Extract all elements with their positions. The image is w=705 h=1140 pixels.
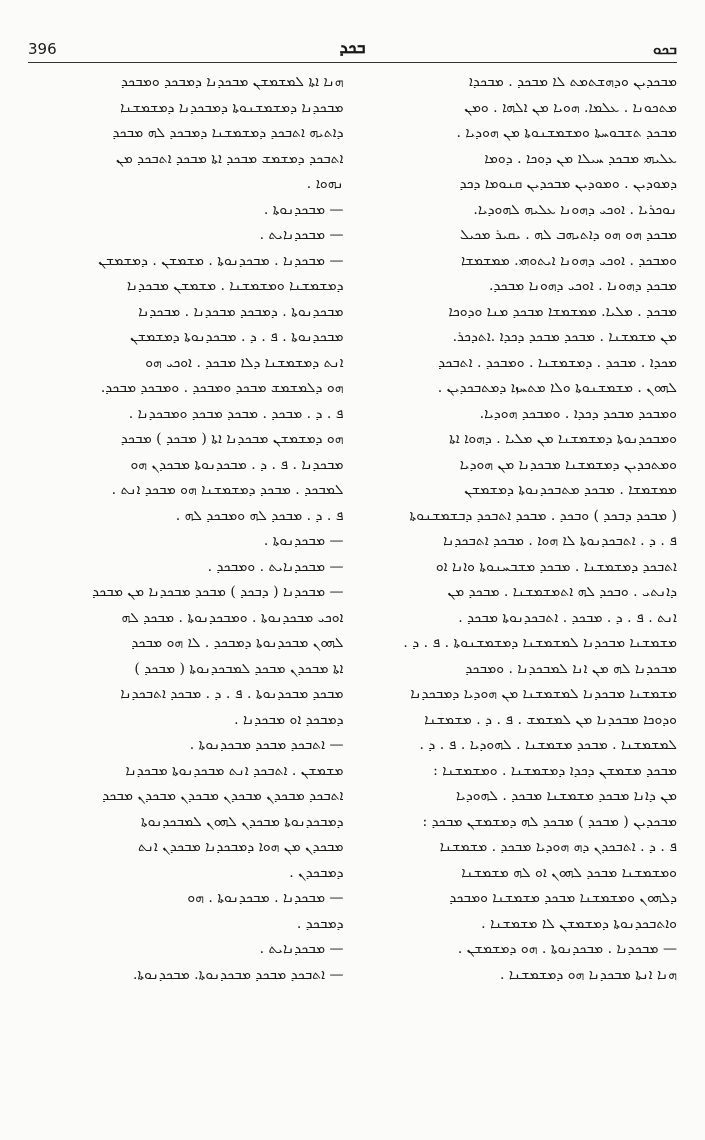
text-line: ܕܡܫܡܫܢܐ ܘܡܫܡܫܢܐ . ܡܫܡܫܢ ܡܒܟܕܢܐ xyxy=(126,278,344,294)
text-line: ܠܡܒܟܕ . ܡܒܟܕ ܕܡܫܡܫܢܐ ܗܘ ܡܒܟܕ ܐܢܬ . xyxy=(111,482,344,498)
text-line: — ܡܒܟܕܢܐܝܬ . ܘܡܒܟܕ . xyxy=(207,558,344,575)
text-line: ܡܒܟܕܝܢ ܘܕܗܫܬܡܬ ܠܐ ܡܒܟܕ . ܡܒܟܕܐ xyxy=(469,74,677,90)
text-line: — ܡܒܟܕܢܘܬܐ . xyxy=(263,533,344,549)
text-line: — ܡܒܟܕܢܐܝܬ . xyxy=(259,941,344,957)
text-line: ܗܢܐ ܐܬܐ ܠܡܫܡܫܢ ܡܒܟܕܢܐ ܕܡܒܟܕ ܘܡܒܟܕ xyxy=(121,74,344,90)
page-number: 396 xyxy=(28,40,57,58)
text-line: ܘܡܒܟܕ . ܐܘܟܝ ܕܗܘܢܐ ܐܝܬܘܗܝ. ܡܡܫܡܫܐ xyxy=(460,252,677,269)
text-line: ܘܡܫܡܫܢܐ ܡܒܟܕ ܠܗܘܢ ܐܘ ܠܗ ܡܫܡܫܢܐ xyxy=(461,864,677,881)
text-line: ܦ . ܕ . ܡܒܟܕ . ܡܒܟܕ ܡܒܟܕ ܘܡܒܟܕܢܐ . xyxy=(128,405,344,422)
text-line: — ܡܒܟܕܢܐ . ܡܒܟܕܢܘܬܐ . ܡܫܡܫܢ . ܕܡܫܡܫܢ xyxy=(98,252,344,269)
catchword: ܒܟܘ xyxy=(653,40,677,58)
text-line: ܡܒܟܕܢܐ ܕܡܫܡܫܢܘܬܐ ܕܡܒܟܕܢܐ ܕܡܫܡܫܢܐ xyxy=(120,99,344,116)
text-line: — ܡܒܟܕܢܐ ( ܕܒܟܕ ) ܡܒܟܕ ܡܒܟܕܢܐ ܡܢ ܡܒܟܕ xyxy=(92,584,344,600)
text-line: ܐܢܬ . ܦ . ܕ . ܡܒܟܕ . ܐܬܒܟܕܢܘܬܐ ܡܒܟܕ . xyxy=(458,609,677,626)
text-line: ܕܐܬܝܗ ܐܬܒܟܕ ܕܡܫܡܫܢܐ ܕܡܒܟܕ ܠܗ ܡܒܟܕ xyxy=(112,125,344,141)
text-line: — ܡܒܟܕܢܘܬܐ . xyxy=(263,201,344,218)
text-line: ܦ . ܕ . ܡܒܟܕ ܠܗ ܘܡܒܟܕ ܠܗ . xyxy=(175,507,344,524)
text-line: ܕܡܒܟܕܢܘܬܐ ܡܒܟܕܢ ܠܗܘܢ ܠܡܒܟܕܢܘܬܐ xyxy=(140,813,344,830)
text-line: ܐܬܒܟܕ ܕܡܫܡܫܢܐ . ܡܒܟܕ ܡܫܒܚܢܘܬܐ ܘܐܢܐ ܐܘ xyxy=(435,558,677,575)
text-line: — ܡܒܟܕܢܐܝܬ . xyxy=(259,227,344,243)
text-line: ܢܗܘܐ . xyxy=(306,176,344,192)
text-line: ܘܐܬܒܟܕܢܘܬܐ ܕܡܫܡܫܢ ܠܐ ܡܫܡܫܢܐ . xyxy=(481,915,677,932)
running-title: ܒܟܕ xyxy=(339,38,366,58)
text-line: ܐܘܟܝ ܡܒܟܕܢܘܬܐ . ܘܡܒܟܕܢܘܬܐ . ܡܒܟܕ ܠܗ xyxy=(121,609,344,626)
text-line: ܗܘ ܕܠܡܫܡܫ ܡܒܟܕ ܘܡܒܟܕ . ܘܡܒܟܕ ܡܒܟܕ. xyxy=(100,380,344,396)
text-line: ܡܒܟܕܢ ܡܢ ܗܘܐ ܕܡܒܟܕܢܐ ܡܒܟܕܢ ܐܢܬ xyxy=(137,839,344,855)
text-line: ܢܘܟܪܝܐ . ܐܘܟܝ ܕܗܘܢܐ ܥܠܝܗ ܠܗܘܕܝܐ. xyxy=(473,201,677,218)
text-line: ܡܢ ܕܐܢܐ ܡܒܟܕ ܡܫܡܫܢܐ ܡܒܟܕ . ܠܗܘܕܝܐ xyxy=(456,788,677,804)
text-line: ܘܡܒܟܕ ܡܒܟܕ ܕܟܕܐ . ܘܡܒܟܕ ܗܘܕܝܐ. xyxy=(479,405,677,422)
text-line: ܕܐܢܬܝ . ܘܒܟܕ ܠܗ ܐܬܡܫܡܫܢܐ . ܡܒܟܕ ܡܢ xyxy=(447,584,677,600)
text-line: ܡܒܟܕܝܢ ( ܡܒܟܕ ) ܡܒܟܕ ܠܗ ܕܡܫܡܫܢ ܡܒܟܕ : xyxy=(422,813,677,830)
text-line: ܥܠܝܗܝ ܡܒܟܕ ܚܝܠܐ ܡܢ ܕܘܟܐ . ܕܘܡܐ xyxy=(484,150,677,167)
text-line: ܕܡܒܟܕ ܐܘ ܡܒܟܕܢܐ . xyxy=(234,711,344,728)
text-line: ܡܒܟܕ ܡܫܡܫܢ ܕܟܕܐ ܕܡܫܡܫܢܐ . ܘܡܫܡܫܢܐ : xyxy=(433,762,677,779)
text-line: ܐܬܒܟܕ ܡܒܟܕܢ ܡܒܟܕܢ ܡܒܟܕܢ ܡܒܟܕܢ ܡܒܟܕ xyxy=(102,788,344,804)
text-line: ܡܒܟܕܢܐ ܠܗ ܡܢ ܐܢܐ ܠܡܒܟܕܢܐ . ܘܡܒܟܕ xyxy=(465,660,677,677)
text-line: ( ܡܒܟܕ ܕܒܟܕ ) ܘܒܟܕ . ܡܒܟܕ ܐܬܒܟܕ ܕܒܫܡܫܢܘܬܐ xyxy=(409,507,677,524)
text-line: — ܡܒܟܕܢܐ . ܡܒܟܕܢܘܬܐ . ܗܘ ܕܡܫܡܫܢ . xyxy=(457,941,677,957)
text-line: ܡܫܡܫܢ . ܐܬܒܟܕ ܐܢܬ ܡܒܟܕܢܘܬܐ ܡܒܟܕܢܐ xyxy=(125,762,344,779)
right-column xyxy=(362,70,678,1100)
text-line: ܗܢܐ ܐܢܬܐ ܡܒܟܕܢܐ ܗܘ ܕܡܫܡܫܢܐ . xyxy=(499,966,677,983)
text-line: ܕܠܗܘܢ ܘܡܫܡܫܢܐ ܡܒܟܕ ܡܫܡܫܢܐ ܘܡܒܟܕ xyxy=(449,890,677,906)
text-line: ܕܡܘܕܝܢ . ܘܡܘܕܝܢ ܡܒܟܕܝܢ ܩܢܘܡܐ ܕܟܕ xyxy=(459,176,677,192)
text-line: ܡܬܟܘܢܐ . ܥܠܡܐ. ܗܘܝܐ ܡܢ ܐܠܗܐ . ܘܡܢ xyxy=(464,99,677,116)
text-line: ܡܒܟܕܢܘܬܐ . ܦ . ܕ . ܡܒܟܕܢܘܬܐ ܕܡܫܡܫܢ xyxy=(130,329,344,345)
text-line: ܡܫܡܫܢܐ ܡܒܟܕܢܐ ܠܡܫܡܫܢܐ ܡܢ ܗܘܕܝܐ ܕܡܒܟܕܢܐ xyxy=(410,686,677,702)
text-line: ܡܒܟܕ . ܡܠܝܐ. ܡܡܫܡܫܐ ܡܒܟܕ ܡܢܐ ܘܕܘܟܐ xyxy=(448,303,677,320)
text-line: ܗܘ ܕܡܫܡܫܢ ܡܒܟܕܢܐ ܐܬܐ ( ܡܒܟܕ ) ܡܒܟܕ xyxy=(120,431,344,447)
running-header xyxy=(28,34,677,58)
text-line: ܡܒܟܕܢܐ . ܦ . ܕ . ܡܒܟܕܢܘܬܐ ܡܒܟܕܢ ܗܘ xyxy=(130,456,344,473)
text-line: ܠܗܘܢ . ܡܫܡܫܢܘܬܐ ܘܠܐ ܡܬܚܙܐ ܕܡܬܒܟܕܝܢ . xyxy=(437,380,677,396)
text-line: — ܐܬܒܟܕ ܡܒܟܕ ܡܒܟܕܢܘܬܐ . xyxy=(189,737,344,753)
text-line: ܕܡܒܟܕ . xyxy=(296,915,344,932)
text-line: — ܐܬܒܟܕ ܡܒܟܕ ܡܒܟܕܢܘܬܐ. ܡܒܟܕܢܘܬܐ. xyxy=(132,966,344,983)
text-line: ܠܗܘܢ ܡܒܟܕܢܘܬܐ ܕܡܒܟܕ . ܠܐ ܗܘ ܡܒܟܕ xyxy=(131,635,344,651)
text-line: ܡܢ ܡܫܡܫܢܐ . ܡܒܟܕ ܡܒܟܕ ܕܟܕܐ .ܐܬܕܟܪ. xyxy=(452,329,677,345)
text-line: ܡܒܟܕ ܗܘ ܗܘ ܕܐܬܝܗܒ ܠܗ . ܝܩܝܪ ܡܟܝܠ xyxy=(459,227,677,243)
text-line: ܡܫܡܫܢܐ ܡܒܟܕܢܐ ܠܡܫܡܫܢܐ ܕܡܫܡܫܢܘܬܐ . ܦ . ܕ . xyxy=(403,635,677,651)
text-line: ܐܬܐ ܡܒܟܕܢ ܡܒܟܕ ܠܡܒܟܕܢܘܬܐ ( ܡܒܟܕ ) xyxy=(134,660,344,677)
text-line: ܦ . ܕ . ܐܬܒܟܕܢ ܕܗ ܗܘܕܝܐ ܡܒܟܕ . ܡܫܡܫܢܐ xyxy=(439,839,677,855)
text-line: ܐܢܬ ܕܡܫܡܫܢܐ ܕܠܐ ܡܒܟܕ . ܐܘܟܝ ܗܘ xyxy=(145,354,344,371)
text-line: ܡܒܟܕܢܘܬܐ . ܕܡܒܟܕ ܡܒܟܕܢܐ . ܡܒܟܕܢܐ xyxy=(138,303,344,320)
text-line: ܘܕܘܟܐ ܡܒܟܕܢܐ ܡܢ ܠܡܫܡܫ . ܦ . ܕ . ܡܫܡܫܢܐ xyxy=(424,711,677,728)
text-line: ܕܡܒܟܕܢ . xyxy=(289,864,344,881)
text-line: ܡܡܫܡܫܐ . ܡܒܟܕ ܡܬܒܟܕܢܘܬܐ ܕܡܫܡܫܢ xyxy=(464,482,677,498)
text-line: ܡܟܕܐ . ܡܒܟܕ . ܕܡܫܡܫܢܐ . ܘܡܒܟܕ . ܐܬܒܟܕ xyxy=(438,354,677,371)
left-column xyxy=(28,70,344,1100)
text-line: — ܡܒܟܕܢܐ . ܡܒܟܕܢܘܬܐ . ܗܘ xyxy=(187,890,344,906)
text-line: ܠܡܫܡܫܢܐ . ܡܒܟܕ ܡܫܡܫܢܐ . ܠܗܘܕܝܐ . ܦ . ܕ . xyxy=(419,737,677,753)
text-columns xyxy=(28,70,677,1100)
text-line: ܘܡܒܟܕܢܘܬܐ ܕܡܫܡܫܢܐ ܡܢ ܡܠܝܐ . ܕܗܘܐ ܐܬܐ xyxy=(449,431,677,447)
text-line: ܦ . ܕ . ܐܬܒܟܕܢܘܬܐ ܠܐ ܗܘܐ . ܡܒܟܕ ܐܬܒܟܕܢܐ xyxy=(443,533,677,549)
header-rule xyxy=(28,62,677,63)
text-line: ܡܒܟܕ ܡܒܟܕܢܘܬܐ . ܦ . ܕ . ܡܒܟܕ ܐܬܒܟܕܢܐ xyxy=(120,686,344,702)
text-line: ܡܒܟܕ ܕܗܘܢܐ . ܐܘܟܝ ܕܗܘܢܐ ܡܒܟܕ. xyxy=(489,278,677,294)
text-line: ܡܒܟܕ ܬܫܒܘܚܬܐ ܘܡܫܡܫܢܘܬܐ ܡܢ ܗܘܕܝܐ . xyxy=(456,125,677,141)
text-line: ܘܡܬܟܕܝܢ ܕܡܫܡܫܢܐ ܡܒܟܕܢܐ ܡܢ ܗܘܕܝܐ xyxy=(459,456,677,473)
text-line: ܐܬܒܟܕ ܕܡܫܡܫ ܡܒܟܕ ܐܬܐ ܡܒܟܕ ܐܬܒܟܕ ܡܢ xyxy=(116,150,344,167)
